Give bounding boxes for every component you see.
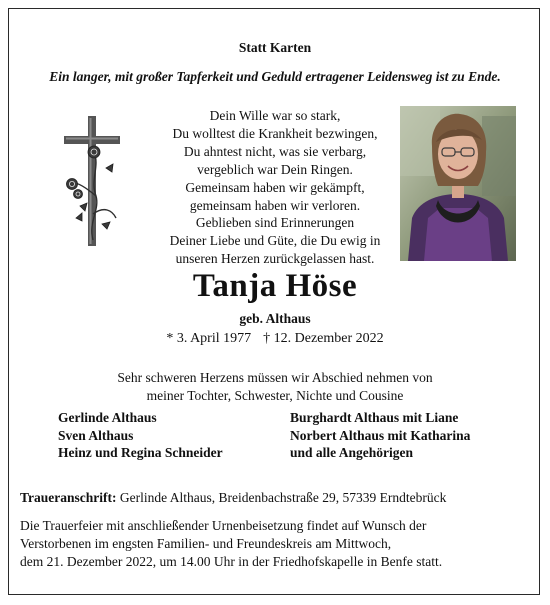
mourner-name: Gerlinde Althaus (58, 410, 157, 425)
birth-name: geb. Althaus (239, 311, 311, 326)
life-dates (0, 331, 550, 347)
poem-line: Deiner Liebe und Güte, die Du ewig in (169, 233, 381, 249)
ceremony-line: Verstorbenen im engsten Familien- und Freundeskreis am Mittwoch, (20, 535, 392, 551)
poem-line: Geblieben sind Erinnerungen (195, 215, 355, 231)
poem-line: Du wolltest die Krankheit bezwingen, (172, 125, 378, 141)
portrait-photo (400, 106, 516, 261)
mourner-name: Heinz und Regina Schneider (58, 445, 223, 461)
mourner-name: Burghardt Althaus mit Liane (290, 410, 459, 425)
mourner-name: und alle Angehörigen (290, 445, 414, 461)
birth-date: * 3. April 1977 (166, 331, 252, 346)
notice-header: Statt Karten (238, 40, 312, 55)
ceremony-info (20, 517, 530, 570)
mourning-address (20, 490, 446, 506)
ceremony-line: dem 21. Dezember 2022, um 14.00 Uhr in der Friedhofskapelle in Benfe statt. (20, 553, 443, 569)
mourners-right-column (290, 409, 470, 462)
poem-line: gemeinsam haben wir verloren. (189, 197, 361, 213)
farewell-line: meiner Tochter, Schwester, Nichte und Cousine (146, 388, 404, 403)
mourner-name: Sven Althaus (58, 427, 134, 443)
poem-line: vergeblich war Dein Ringen. (197, 161, 353, 177)
deceased-name: Tanja Höse (192, 268, 358, 304)
ceremony-line: Die Trauerfeier mit anschließender Urnenbeisetzung findet auf Wunsch der (20, 518, 427, 533)
poem-line: Gemeinsam haben wir gekämpft, (185, 179, 365, 195)
poem-line: unseren Herzen zurückgelassen hast. (175, 251, 375, 267)
cross-with-roses-icon (60, 114, 124, 248)
poem (150, 107, 400, 268)
mourners-left-column (58, 409, 223, 462)
farewell-line: Sehr schweren Herzens müssen wir Abschied nehmen von (117, 370, 433, 385)
mourner-name: Norbert Althaus mit Katharina (290, 427, 471, 443)
address-value: Gerlinde Althaus, Breidenbachstraße 29, 57339 Erndtebrück (119, 490, 447, 505)
death-date: † 12. Dezember 2022 (263, 331, 384, 346)
poem-line: Dein Wille war so stark, (209, 108, 341, 123)
notice-subheader: Ein langer, mit großer Tapferkeit und Geduld ertragener Leidensweg ist zu Ende. (49, 69, 501, 84)
address-label: Traueranschrift: (20, 490, 117, 505)
farewell-text (50, 369, 500, 405)
poem-line: Du ahntest nicht, was sie verbarg, (183, 143, 367, 159)
